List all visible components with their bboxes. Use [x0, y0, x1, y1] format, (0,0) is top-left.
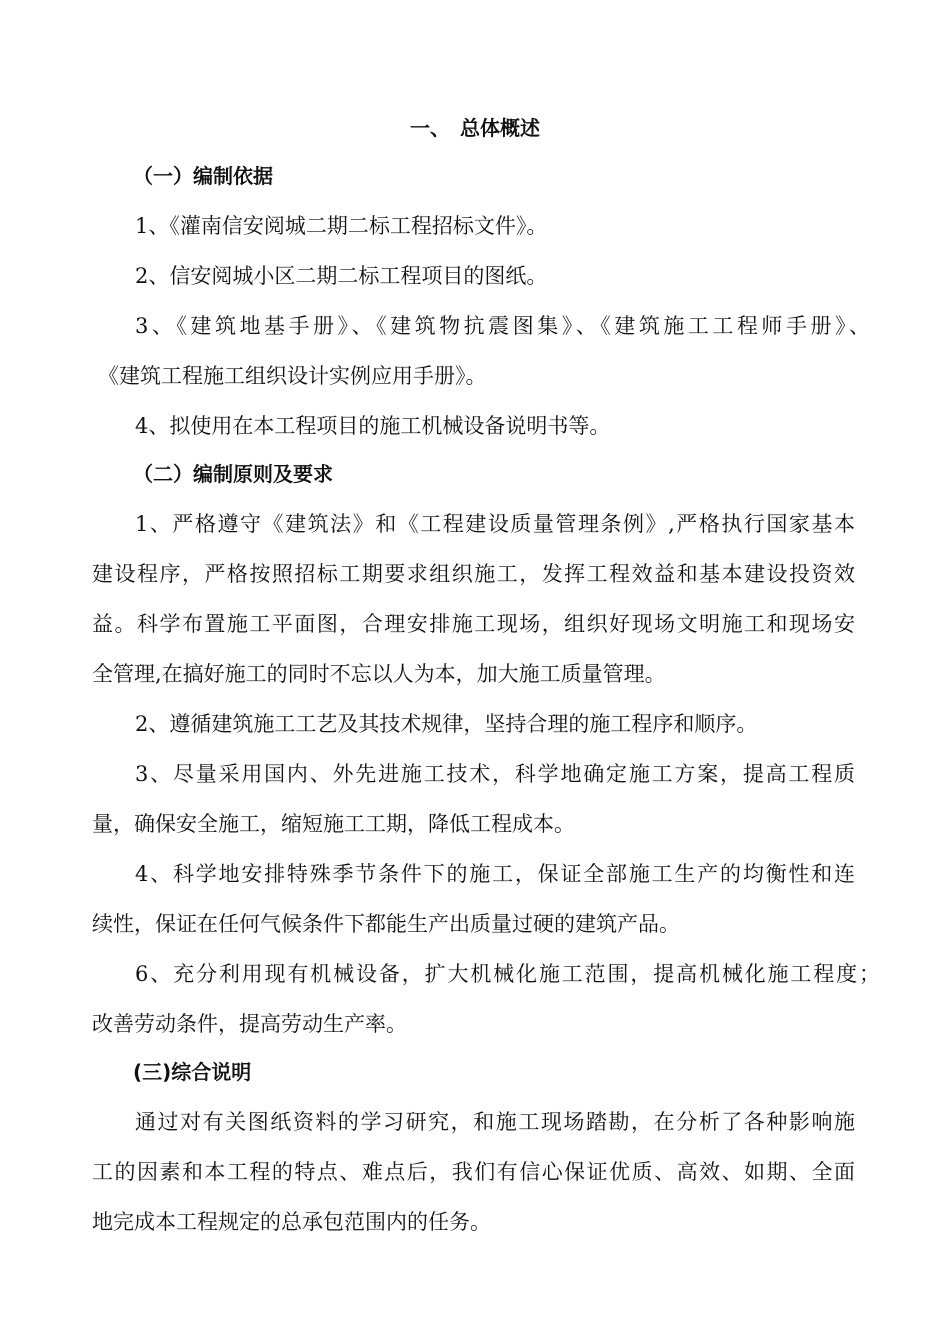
principle-line: 3、尽量采用国内、外先进施工技术，科学地确定施工方案，提高工程质: [135, 762, 855, 786]
basis-item-2: 2、信安阅城小区二期二标工程项目的图纸。: [135, 264, 548, 288]
section-heading-principles: （二）编制原则及要求: [133, 462, 333, 486]
principle-line: 量，确保安全施工，缩短施工工期，降低工程成本。: [92, 812, 575, 836]
summary-line: 工的因素和本工程的特点、难点后，我们有信心保证优质、高效、如期、全面: [92, 1160, 855, 1184]
principle-line: 4、科学地安排特殊季节条件下的施工，保证全部施工生产的均衡性和连: [135, 862, 855, 886]
principle-line: 1、严格遵守《建筑法》和《工程建设质量管理条例》,严格执行国家基本: [135, 512, 855, 536]
principle-line: 全管理,在搞好施工的同时不忘以人为本，加大施工质量管理。: [92, 662, 666, 686]
basis-item-4: 4、拟使用在本工程项目的施工机械设备说明书等。: [135, 414, 611, 438]
principle-line: 6、充分利用现有机械设备，扩大机械化施工范围，提高机械化施工程度；: [135, 962, 880, 986]
principle-line: 改善劳动条件，提高劳动生产率。: [92, 1012, 407, 1036]
summary-line: 地完成本工程规定的总承包范围内的任务。: [92, 1210, 491, 1234]
principle-line: 2、遵循建筑施工工艺及其技术规律，坚持合理的施工程序和顺序。: [135, 712, 758, 736]
principle-line: 建设程序，严格按照招标工期要求组织施工，发挥工程效益和基本建设投资效: [92, 562, 855, 586]
principle-line: 续性，保证在任何气候条件下都能生产出质量过硬的建筑产品。: [92, 912, 680, 936]
section-heading-basis: （一）编制依据: [133, 164, 273, 188]
basis-item-1: 1、《灌南信安阅城二期二标工程招标文件》。: [135, 214, 548, 238]
principle-line: 益。科学布置施工平面图，合理安排施工现场，组织好现场文明施工和现场安: [92, 612, 855, 636]
basis-item-3-cont: 《建筑工程施工组织设计实例应用手册》。: [98, 364, 487, 388]
basis-item-3: 3、《建筑地基手册》、《建筑物抗震图集》、《建筑施工工程师手册》、: [135, 314, 870, 338]
section-heading-summary: (三)综合说明: [133, 1060, 252, 1084]
summary-line: 通过对有关图纸资料的学习研究，和施工现场踏勘，在分析了各种影响施: [135, 1110, 855, 1134]
page-title: 一、 总体概述: [410, 116, 540, 140]
